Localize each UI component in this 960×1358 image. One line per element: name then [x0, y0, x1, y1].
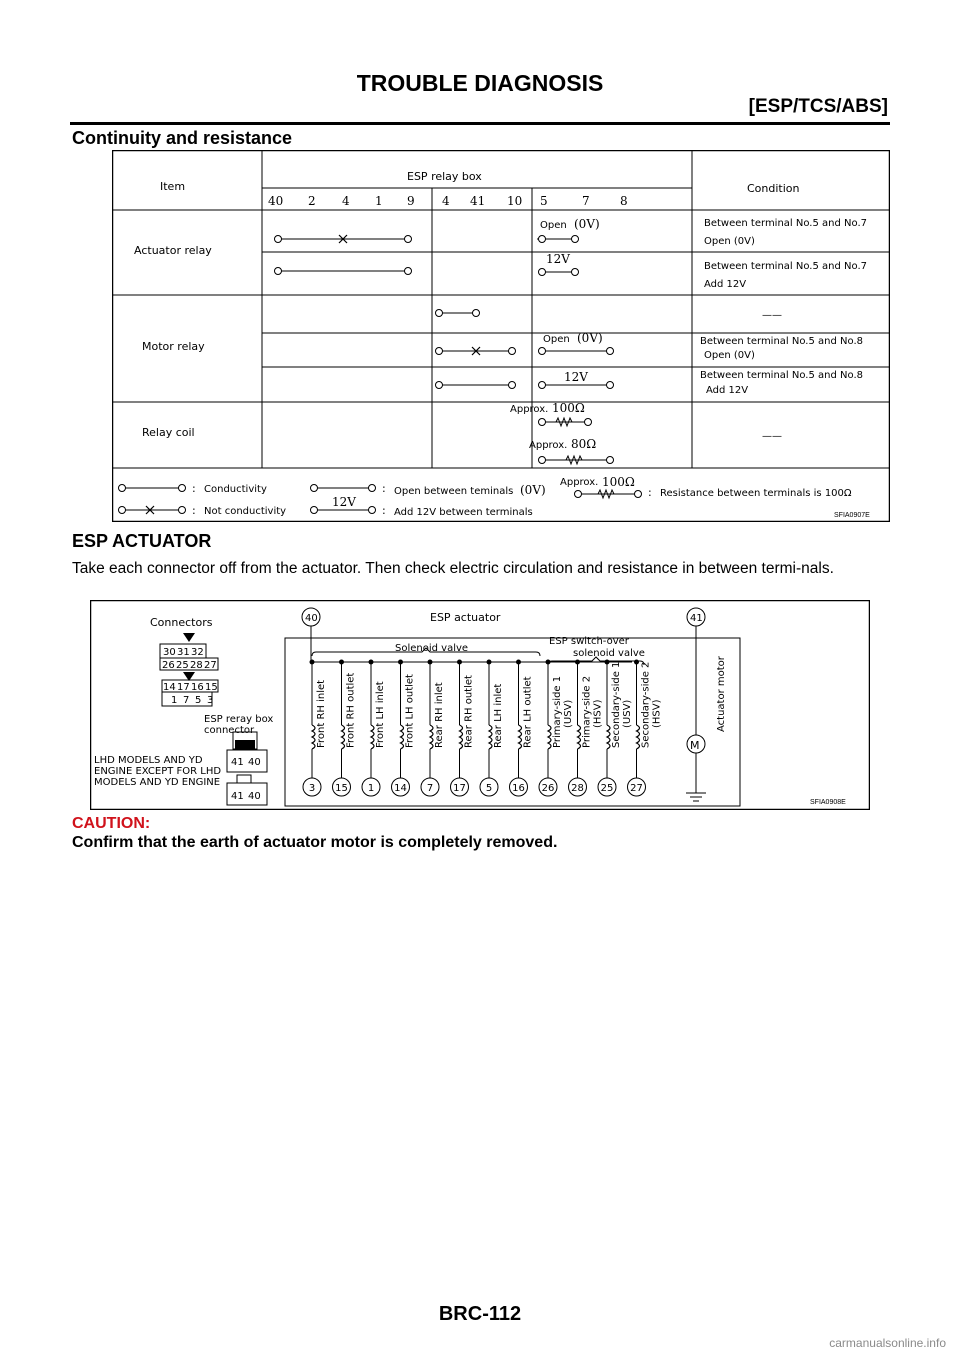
cond-row4-a: Between terminal No.5 and No.8	[700, 336, 863, 347]
term-40: 40	[268, 194, 284, 208]
solenoid-coil-icon	[519, 725, 522, 749]
legend-colon-2: :	[192, 504, 196, 517]
coil-sublabel: (USV)	[622, 699, 633, 728]
figure-code-2: SFIA0908E	[810, 799, 846, 806]
coil-terminal-5: 5	[485, 783, 493, 794]
connector-key-1	[183, 633, 195, 642]
coil-label: Primary-side 2	[581, 675, 593, 748]
legend-not-conductivity: Not conductivity	[204, 506, 287, 517]
solenoid-coil-icon	[548, 725, 551, 749]
r100: 100Ω	[552, 401, 585, 415]
coil-label: Rear RH inlet	[434, 682, 445, 748]
row-motor-relay: Motor relay	[142, 340, 205, 353]
lhd-models-label: LHD MODELS AND YD ENGINE EXCEPT FOR LHD MODELS AND YD ENGINE	[94, 755, 222, 788]
cond-row5-a: Between terminal No.5 and No.8	[700, 370, 863, 381]
solenoid-coil-icon	[342, 725, 345, 749]
coil-terminal-27: 27	[630, 783, 643, 794]
page-number: BRC-112	[438, 1303, 522, 1325]
cond-row3: ——	[762, 310, 782, 321]
pin-32: 32	[191, 647, 204, 658]
switch-over-label: ESP switch-over	[549, 636, 629, 647]
coil-terminal-17: 17	[453, 783, 466, 794]
pin-15: 15	[205, 682, 218, 693]
continuity-table	[112, 150, 890, 522]
row-actuator-relay: Actuator relay	[134, 244, 212, 257]
coil-label: Secondary-side 1	[611, 661, 622, 748]
zero-v-a: (0V)	[574, 217, 600, 231]
row-relay-coil: Relay coil	[142, 426, 195, 439]
pin-7: 7	[183, 695, 190, 706]
motor-symbol: M	[690, 739, 700, 752]
coil-sublabel: (HSV)	[651, 699, 663, 728]
terminal-40: 40	[305, 613, 318, 624]
legend-add12v: Add 12V between terminals	[394, 507, 533, 518]
legend-conductivity: Conductivity	[204, 484, 267, 495]
caution-text: Confirm that the earth of actuator motor is completely removed.	[72, 834, 558, 851]
pin-25: 25	[176, 660, 189, 671]
coil-terminal-14: 14	[394, 783, 407, 794]
coil-terminal-25: 25	[600, 783, 614, 794]
solenoid-coil-icon	[371, 725, 374, 749]
paragraph-esp-actuator: Take each connector off from the actuator. Then check electric circulation and resistance in between termi-nals.	[72, 560, 834, 577]
cond-row1-b: Open (0V)	[704, 236, 755, 247]
section-heading-esp-actuator: ESP ACTUATOR	[72, 531, 212, 551]
pin-5: 5	[195, 695, 202, 706]
cond-row2-b: Add 12V	[704, 279, 747, 290]
pin-14: 14	[163, 682, 176, 693]
solenoid-coil-icon	[607, 725, 610, 749]
coil-terminal-28: 28	[571, 783, 584, 794]
connectors-title: Connectors	[150, 616, 213, 629]
esp-actuator-title: ESP actuator	[430, 611, 501, 624]
solenoid-coil-icon	[401, 725, 404, 749]
coil-label: Rear RH outlet	[463, 675, 475, 748]
cond-row2-a: Between terminal No.5 and No.7	[704, 261, 867, 272]
coil-label: Front RH inlet	[316, 679, 327, 748]
solenoid-coil-icon	[637, 725, 640, 749]
figure-code-1: SFIA0907E	[834, 512, 870, 519]
term-4b: 4	[442, 194, 450, 208]
header-rule	[70, 122, 890, 125]
pin-40a: 40	[248, 757, 261, 768]
pin-41b: 41	[231, 791, 244, 802]
page-subtitle: [ESP/TCS/ABS]	[748, 96, 888, 117]
solenoid-coil-icon	[489, 725, 492, 749]
term-5: 5	[540, 194, 548, 208]
pin-41a: 41	[231, 757, 244, 768]
header-condition: Condition	[747, 182, 800, 195]
pin-30: 30	[163, 647, 176, 658]
pin-27: 27	[204, 660, 217, 671]
r80: 80Ω	[571, 437, 597, 451]
cond-row4-b: Open (0V)	[704, 350, 755, 361]
page-title: TROUBLE DIAGNOSIS	[356, 70, 604, 96]
approx-80: Approx.	[529, 440, 568, 451]
coil-sublabel: (USV)	[563, 699, 574, 728]
term-4a: 4	[342, 194, 350, 208]
term-10: 10	[507, 194, 523, 208]
coil-sublabel: (HSV)	[592, 699, 604, 728]
solenoid-coil-icon	[460, 725, 463, 749]
term-8: 8	[620, 194, 628, 208]
cond-row1-a: Between terminal No.5 and No.7	[704, 218, 867, 229]
header-relay-box: ESP relay box	[407, 170, 482, 183]
actuator-motor-label: Actuator motor	[716, 656, 727, 732]
esp-actuator-diagram	[90, 600, 870, 810]
pin-17: 17	[177, 682, 190, 693]
term-7: 7	[582, 194, 590, 208]
legend-colon-5: :	[648, 486, 652, 499]
coil-label: Front RH outlet	[345, 672, 357, 748]
coil-terminal-1: 1	[367, 783, 375, 794]
pin-16: 16	[191, 682, 204, 693]
zero-v-b: (0V)	[577, 331, 603, 345]
legend-12v: 12V	[332, 495, 356, 509]
section-heading-continuity: Continuity and resistance	[72, 128, 293, 148]
legend-colon-1: :	[192, 482, 196, 495]
approx-100: Approx.	[510, 404, 549, 415]
open-b: Open	[543, 334, 570, 345]
coil-terminal-3: 3	[308, 783, 316, 794]
switch-over-label-2: solenoid valve	[573, 648, 645, 659]
legend-open-between: Open between teminals	[394, 486, 514, 497]
pin-40b: 40	[248, 791, 261, 802]
twelve-v-a: 12V	[546, 252, 570, 266]
solenoid-coil-icon	[430, 725, 433, 749]
legend-resistance: Resistance between terminals is 100Ω	[660, 488, 852, 499]
coil-terminal-16: 16	[512, 783, 525, 794]
coil-label: Rear LH outlet	[522, 676, 534, 748]
legend-approx: Approx.	[560, 477, 599, 488]
term-1: 1	[375, 194, 383, 208]
coil-terminal-26: 26	[541, 783, 555, 794]
cond-row5-b: Add 12V	[706, 385, 749, 396]
twelve-v-b: 12V	[564, 370, 588, 384]
legend-zero-v: (0V)	[520, 483, 546, 497]
legend-colon-3: :	[382, 482, 386, 495]
pin-1: 1	[171, 695, 178, 706]
coil-label: Front LH inlet	[375, 681, 386, 748]
solenoid-coil-icon	[312, 725, 315, 749]
term-41: 41	[470, 194, 486, 208]
term-2: 2	[308, 194, 316, 208]
solenoid-valve-label: Solenoid valve	[395, 643, 469, 654]
pin-28: 28	[190, 660, 203, 671]
relay-connector-label: ESP reray box connector	[204, 714, 274, 736]
caution-label: CAUTION:	[72, 815, 151, 832]
coil-label: Secondary-side 2	[640, 661, 652, 748]
coil-label: Primary-side 1	[552, 675, 563, 748]
pin-31: 31	[177, 647, 190, 658]
coil-label: Rear LH inlet	[493, 683, 504, 748]
terminal-41: 41	[690, 613, 703, 624]
watermark: carmanualsonline.info	[829, 1336, 946, 1350]
coil-label: Front LH outlet	[404, 674, 416, 748]
pin-26: 26	[162, 660, 175, 671]
coil-terminal-15: 15	[335, 783, 348, 794]
legend-colon-4: :	[382, 504, 386, 517]
legend-r100: 100Ω	[602, 475, 635, 489]
solenoid-coil-icon	[578, 725, 581, 749]
coil-terminal-7: 7	[426, 783, 434, 794]
pin-3: 3	[207, 695, 214, 706]
header-item: Item	[160, 180, 186, 193]
open-a: Open	[540, 220, 567, 231]
term-9: 9	[407, 194, 415, 208]
cond-row6: ——	[762, 431, 782, 442]
